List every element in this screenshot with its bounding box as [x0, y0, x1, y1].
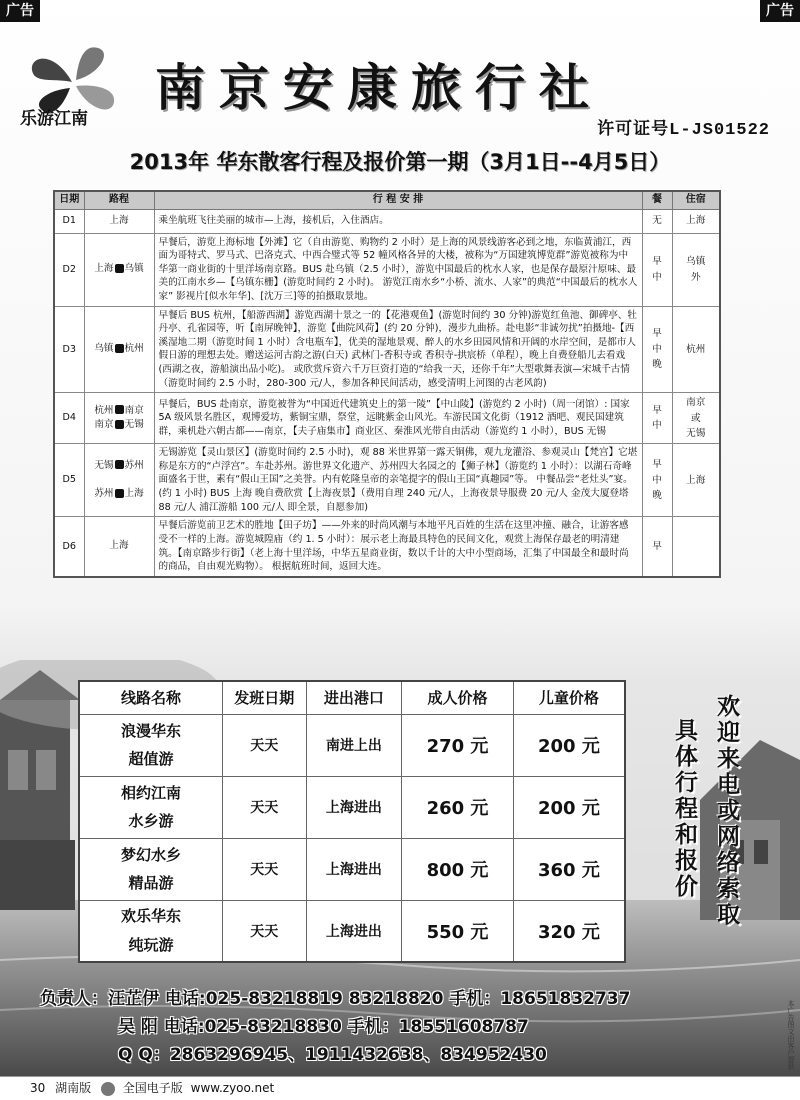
meal-cell — [642, 233, 672, 306]
side-note: 本广告图文由客户提供 — [787, 1000, 795, 1070]
route-name-cell — [79, 838, 222, 900]
page-footer — [0, 1076, 800, 1100]
header-meal: 餐 — [642, 191, 672, 209]
child-price-cell: 200 元 — [513, 776, 625, 838]
itinerary-subtitle: 2013年 华东散客行程及报价第一期（3月1日--4月5日） — [129, 150, 671, 174]
schedule-cell: 天天 — [222, 714, 306, 776]
stay-cell — [672, 233, 720, 306]
stay-value: 乌镇 外 — [686, 256, 706, 283]
route-cell — [84, 209, 154, 233]
plan-cell: 早餐后 BUS 杭州，【船游西湖】游览西湖十景之一的【花港观鱼】(游览时间约 30 分钟)游览红鱼池、御碑亭、牡丹亭、孔雀园等，听【南屏晚钟】，游览【曲院风荷】(约 20 分钟)，漫步九曲桥。赴电影“非诚勿扰”拍摄地-【西溪湿地二期（游览时间 1 小时）含电瓶车】，优美的湿地景观、醉人的水乡田园风情和开阔的水岸空间，是都市人假日游的理想去处。赠送运河古韵之游(白天) 武林门-香积寺或 香积寺-拱宸桥（单程），晚上自费登船儿去看戏(西湖之夜，游船演出品小吃)。 或欣赏斥资六千万巨资打造的“给我一天，还你千年”大型歌舞表演—宋城千古情（游览时间约 2.5 小时，280-300 元/人，参加各种民间活动，感受清明上河图的古老风韵) — [154, 306, 642, 393]
child-price-cell: 320 元 — [513, 900, 625, 962]
day-cell: D2 — [54, 233, 84, 306]
meal-value: 早 中 — [652, 404, 662, 432]
meal-value: 早 中 晚 — [652, 328, 662, 371]
route-name-cell — [79, 714, 222, 776]
route-name-line: 相约江南 — [120, 783, 181, 802]
stay-cell — [672, 306, 720, 393]
itinerary-table — [53, 190, 721, 578]
itinerary-row-d1 — [54, 209, 720, 233]
page-number: 30 — [30, 1081, 46, 1095]
header-day: 日期 — [54, 191, 84, 209]
route-cell — [84, 393, 154, 444]
meal-cell — [642, 306, 672, 393]
stay-cell: 上海 — [672, 209, 720, 233]
route-city: 苏州 — [124, 459, 144, 471]
price-table — [78, 680, 626, 963]
price-row — [79, 900, 625, 962]
stay-value: 南京 或 无锡 — [686, 397, 706, 439]
route-city: 上海 — [109, 214, 129, 226]
stay-cell — [672, 517, 720, 577]
route-city: 杭州 — [124, 343, 144, 355]
route-name-line: 欢乐华东 — [120, 907, 181, 926]
header-port: 进出港口 — [306, 681, 402, 714]
route-city: 苏州 — [94, 488, 114, 500]
license-number: 许可证号L-JS01522 — [597, 121, 770, 140]
itinerary-row-d6 — [54, 517, 720, 577]
stay-cell — [672, 393, 720, 444]
schedule-cell: 天天 — [222, 838, 306, 900]
header-schedule: 发班日期 — [222, 681, 306, 714]
day-cell: D6 — [54, 517, 84, 577]
route-cell — [84, 306, 154, 393]
itinerary-row-d2 — [54, 233, 720, 306]
port-cell: 上海进出 — [306, 838, 402, 900]
adult-price-cell: 260 元 — [402, 776, 514, 838]
plan-cell: 早餐后，BUS 赴南京，游览被誉为“中国近代建筑史上的第一陵”【中山陵】(游览约 2 小时)（周一闭馆）: 国家 5A 级风景名胜区，观博爱坊，紫铜宝鼎，祭堂，远眺紫金山风光。车游民国文化街（1912 酒吧、观民国建筑群，乘机赴六朝古都——南京，【夫子庙集市】商业区、秦淮风光带自由活动（游览约 1 小时），BUS 无锡 — [154, 393, 642, 444]
promo-line-2: 具体行程和报价 — [671, 718, 697, 900]
price-row — [79, 838, 625, 900]
route-name-line: 超值游 — [128, 750, 174, 768]
meal-cell: 早 — [642, 517, 672, 577]
meal-value: 早 中 — [652, 256, 662, 283]
route-city: 无锡 — [124, 419, 144, 431]
meal-value: 早 中 晚 — [652, 459, 662, 501]
meal-cell — [642, 393, 672, 444]
plan-cell: 乘坐航班飞往美丽的城市—上海，接机后，入住酒店。 — [154, 209, 642, 233]
day-cell: D3 — [54, 306, 84, 393]
child-price-cell: 200 元 — [513, 714, 625, 776]
ad-label-right: 广告 — [760, 0, 800, 22]
site-url[interactable]: www.zyoo.net — [190, 1081, 275, 1095]
stay-value: 杭州 — [686, 343, 706, 355]
stay-cell — [672, 444, 720, 517]
header-child-price: 儿童价格 — [513, 681, 625, 714]
header-adult-price: 成人价格 — [402, 681, 514, 714]
route-name-line: 纯玩游 — [128, 935, 174, 954]
itinerary-header-row — [54, 191, 720, 209]
adult-price-cell: 800 元 — [402, 838, 514, 900]
route-name-line: 精品游 — [128, 874, 174, 892]
meal-cell — [642, 444, 672, 517]
route-city: 乌镇 — [124, 263, 144, 275]
plan-cell: 早餐后，游览上海标地【外滩】它（自由游览、购物约 2 小时）是上海的风景线游客必到之地，东临黄浦江，西面为哥特式、罗马式、巴洛克式、中西合璧式等 52 幢风格各异的大楼，被称为“万国建筑博览群”游览被称为中华第一商业街的十里洋场南京路。BUS 赴乌镇（2.5 小时），游览中国最后的枕水人家，也是保存最原汁原味、最美的江南水乡—【乌镇东栅】(游览时间约 2 小时)。 游览江南水乡“小桥、流水、人家”的典范“中国最后的枕水人家” 影视片[似水年华]、[沈万三]等的拍摄取景地。 — [154, 233, 642, 306]
header-route: 路程 — [84, 191, 154, 209]
promo-line-1: 欢迎来电或网络索取 — [713, 694, 739, 928]
bus-icon — [115, 405, 124, 414]
route-name-line: 水乡游 — [128, 812, 174, 830]
day-cell: D5 — [54, 444, 84, 517]
bus-icon — [115, 489, 124, 498]
contact-line-1: 负责人：汪芷伊 电话:025-83218819 83218820 手机：18651832737 — [40, 989, 631, 1009]
route-city: 杭州 — [94, 404, 114, 416]
logo-slogan: 乐游江南 — [20, 109, 88, 129]
route-city: 南京 — [94, 419, 114, 431]
bus-icon — [115, 344, 124, 353]
brand-label: 全国电子版 — [122, 1081, 183, 1095]
route-cell — [84, 444, 154, 517]
price-row — [79, 776, 625, 838]
port-cell: 上海进出 — [306, 776, 402, 838]
brand-logo-icon — [101, 1082, 115, 1096]
route-cell — [84, 233, 154, 306]
route-name-cell — [79, 776, 222, 838]
adult-price-cell: 270 元 — [402, 714, 514, 776]
contact-line-3: Q Q：2863296945、1911432638、834952430 — [118, 1045, 547, 1065]
itinerary-row-d4 — [54, 393, 720, 444]
itinerary-row-d3 — [54, 306, 720, 393]
route-cell — [84, 517, 154, 577]
contact-line-2: 吴 阳 电话:025-83218830 手机：18551608787 — [118, 1017, 529, 1037]
price-row — [79, 714, 625, 776]
edition-label: 湖南版 — [55, 1081, 92, 1095]
schedule-cell: 天天 — [222, 900, 306, 962]
company-name: 南京安康旅行社 — [155, 58, 603, 117]
route-city: 乌镇 — [94, 343, 114, 355]
itinerary-row-d5 — [54, 444, 720, 517]
port-cell: 南进上出 — [306, 714, 402, 776]
bus-icon — [115, 264, 124, 273]
meal-cell: 无 — [642, 209, 672, 233]
child-price-cell: 360 元 — [513, 838, 625, 900]
route-city: 无锡 — [94, 459, 114, 471]
price-header-row — [79, 681, 625, 714]
bus-icon — [115, 420, 124, 429]
route-city: 上海 — [109, 540, 129, 552]
header-plan: 行 程 安 排 — [154, 191, 642, 209]
route-name-line: 浪漫华东 — [120, 721, 181, 740]
ad-label-left: 广告 — [0, 0, 40, 22]
plan-cell: 无锡游览【灵山景区】(游览时间约 2.5 小时)，观 88 米世界第一露天铜佛，观九龙灌浴、参观灵山【梵宫】它堪称是东方的“卢浮宫”。车赴苏州。游世界文化遗产、苏州四大名园之的【狮子林】（游览约 1 小时）：以湖石奇峰面盛名于世，素有“假山王国”之美誉。内有乾隆皇帝的亲笔提字的假山王国“真趣园”等。 中餐品尝“老灶头”宴。(约 1 小时) BUS 上海 晚自费欣赏【上海夜景】（费用自理 240 元/人，上海夜景导服费 20 元/人 金茂大厦登塔 88 元/人 浦江游船 100 元/人 即全景，自愿参加) — [154, 444, 642, 517]
route-city: 上海 — [94, 263, 114, 275]
adult-price-cell: 550 元 — [402, 900, 514, 962]
bus-icon — [115, 460, 124, 469]
plan-cell: 早餐后游览前卫艺术的胜地【田子坊】——外来的时尚风潮与本地平凡百姓的生活在这里冲撞、融合，让游客感受不一样的上海。游览城隍庙（约 1. 5 小时）：展示老上海最具特色的民间文化，观赏上海保存最老的明清建筑。【南京路步行街】（老上海十里洋场，中华五星商业街，数以千计的大中小型商场，汇集了中国最全和最时尚的商品，自由观光购物）。 根据航班时间，返回大连。 — [154, 517, 642, 577]
day-cell: D4 — [54, 393, 84, 444]
route-name-line: 梦幻水乡 — [120, 845, 181, 864]
route-city: 南京 — [124, 404, 144, 416]
header-route-name: 线路名称 — [79, 681, 222, 714]
port-cell: 上海进出 — [306, 900, 402, 962]
stay-value: 上海 — [686, 474, 706, 486]
header-stay: 住宿 — [672, 191, 720, 209]
day-cell: D1 — [54, 209, 84, 233]
route-city: 上海 — [124, 488, 144, 500]
route-name-cell — [79, 900, 222, 962]
schedule-cell: 天天 — [222, 776, 306, 838]
